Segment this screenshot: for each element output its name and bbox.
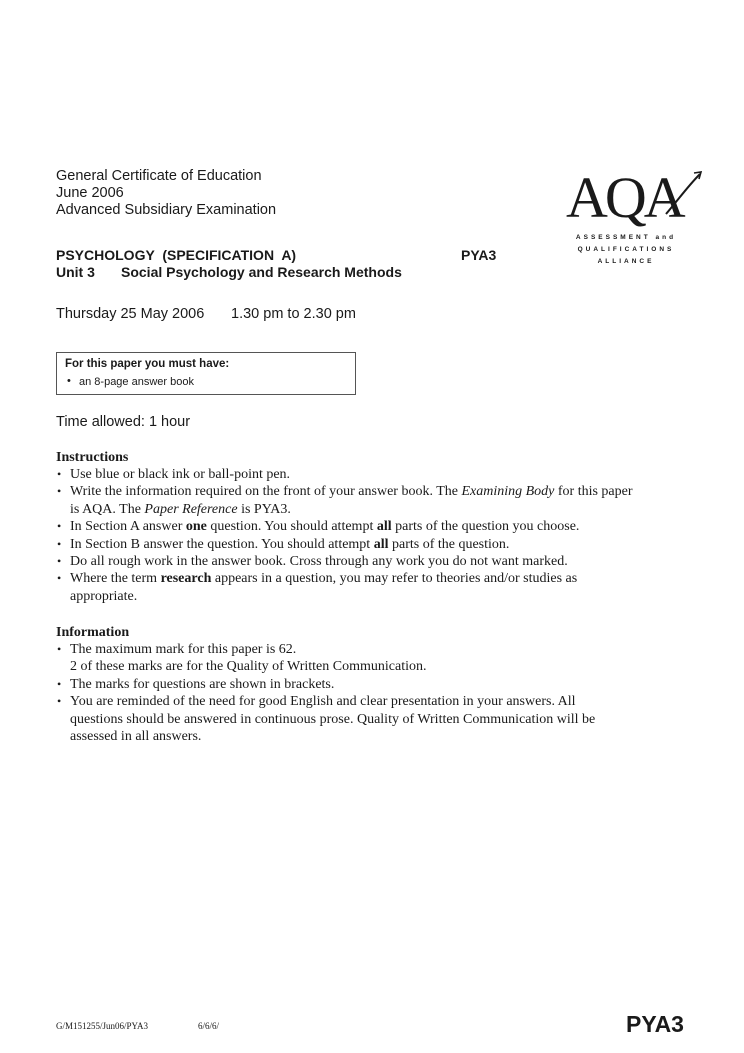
instruction-text: is PYA3. [237,501,291,517]
instruction-italic: Paper Reference [144,501,238,517]
exam-header [56,168,276,219]
instruction-italic: Examining Body [461,484,555,500]
information-section [56,625,716,745]
list-item [56,518,716,535]
aqa-logo-swoosh-icon [664,170,704,216]
paper-code: PYA3 [461,247,497,263]
instructions-section [56,450,716,605]
list-item [56,676,716,693]
exam-time: 1.30 pm to 2.30 pm [231,306,356,322]
instruction-bold: all [376,519,392,535]
list-item [56,641,716,676]
header-line-qualification: General Certificate of Education [56,168,262,184]
instruction-text: appears in a question, you may refer to theories and/or studies as [211,571,578,587]
aqa-tagline-line-3: ALLIANCE [597,258,655,265]
header-line-level: Advanced Subsidiary Examination [56,202,277,218]
instruction-text: parts of the question you choose. [391,519,580,535]
aqa-tagline-line-1: ASSESSMENT and [575,234,677,241]
list-item [56,483,716,518]
instruction-text: question. You should attempt [206,519,377,535]
instruction-bold: research [160,571,212,587]
information-list [56,641,716,745]
header-line-session: June 2006 [56,185,124,201]
aqa-tagline-line-2: QUALIFICATIONS [577,246,675,253]
information-heading: Information [56,625,130,640]
unit-number: Unit 3 [56,264,95,280]
instruction-text: for this paper [554,484,633,500]
information-text: 2 of these marks are for the Quality of Written Communication. [70,659,427,675]
instruction-text: Do all rough work in the answer book. Cross through any work you do not want marked. [70,554,568,570]
information-text: questions should be answered in continuous prose. Quality of Written Communication will be [70,711,596,727]
instruction-text: Use blue or black ink or ball-point pen. [70,467,291,482]
footer-reference: G/M151255/Jun06/PYA3 [56,1021,149,1031]
materials-item: • an 8-page answer book [79,376,194,388]
instruction-text: parts of the question. [388,536,510,552]
unit-title: Social Psychology and Research Methods [121,264,402,280]
instruction-bold: one [185,519,207,535]
instruction-text: In Section B answer the question. You should attempt [70,536,374,552]
aqa-logo [564,164,704,279]
list-item [56,693,716,745]
list-item [56,466,716,483]
instructions-list [56,466,716,605]
aqa-logo-tagline [566,232,686,268]
footer-code-small: 6/6/6/ [198,1021,220,1031]
aqa-logo-text: AQA [566,165,683,230]
instructions-heading: Instructions [56,450,129,465]
information-text: The marks for questions are shown in brackets. [70,676,335,692]
exam-date: Thursday 25 May 2006 [56,306,205,322]
subject-title: PSYCHOLOGY (SPECIFICATION A) [56,247,297,263]
footer-paper-code: PYA3 [626,1011,684,1037]
information-text: You are reminded of the need for good English and clear presentation in your answers. All [70,694,576,710]
time-allowed: Time allowed: 1 hour [56,414,191,430]
information-text: The maximum mark for this paper is 62. [70,642,297,657]
instruction-bold: all [373,536,389,552]
instruction-text: appropriate. [70,588,138,604]
instruction-text: Where the term [70,571,161,587]
instruction-text: In Section A answer [70,519,186,535]
materials-title: For this paper you must have: [65,358,230,370]
list-item [56,536,716,553]
instruction-text: is AQA. The [70,501,145,517]
instruction-text: Write the information required on the front of your answer book. The [70,484,462,500]
information-text: assessed in all answers. [70,729,202,745]
list-item [56,570,716,605]
materials-box [56,352,356,395]
list-item [56,553,716,570]
